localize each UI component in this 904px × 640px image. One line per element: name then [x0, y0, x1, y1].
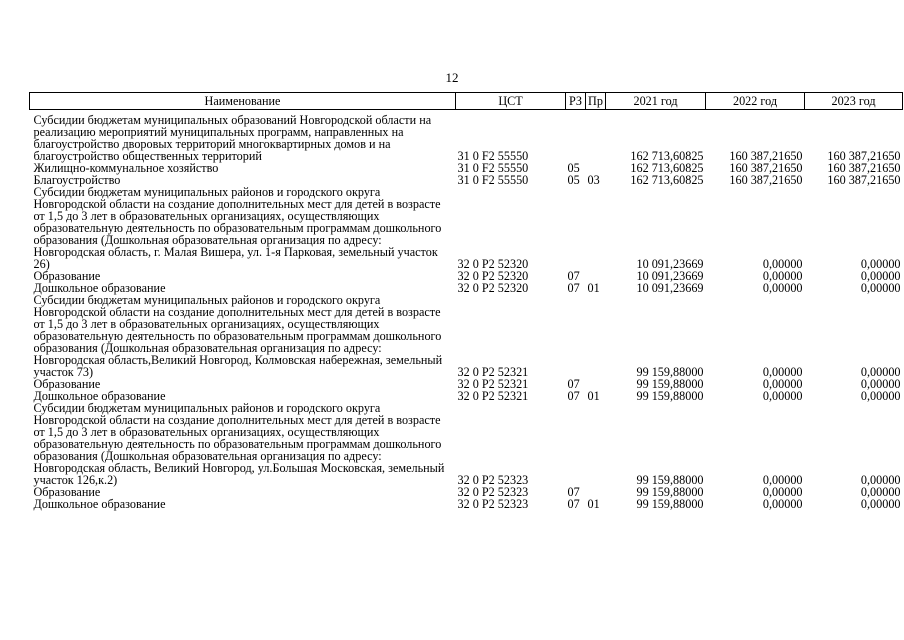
cell-2022: 0,00000: [762, 497, 803, 511]
header-2023: 2023 год: [805, 93, 903, 110]
cell-rz: [566, 294, 586, 378]
cell-2023: 160 387,21650: [827, 173, 901, 187]
cell-rz: 07: [567, 269, 580, 283]
cell-name: Субсидии бюджетам муниципальных районов и городского округа Новгородской области на создание дополнительных мест для детей в возрасте от 1,5 до 3 лет в образовательных организациях, осуществляющих образовательную деятельность по образовательным программам дошкольного образования (Дошкольная образовательная организация по адресу: Новгородская область, Великий Новгород, ул.Большая Московская, земельный участок 126,к.2): [33, 401, 445, 487]
cell-2023: 0,00000: [860, 281, 901, 295]
cell-rz: 07: [567, 389, 580, 403]
table-row: [30, 186, 903, 270]
cell-2023: 0,00000: [860, 377, 901, 391]
cell-rz: [566, 186, 586, 270]
cell-cst: 32 0 P2 52321: [457, 377, 529, 391]
cell-cst: 32 0 P2 52323: [457, 485, 529, 499]
cell-2023: 0,00000: [860, 485, 901, 499]
cell-2021: 10 091,23669: [636, 269, 704, 283]
cell-2021: 99 159,88000: [636, 497, 704, 511]
cell-pr: 03: [587, 173, 600, 187]
cell-rz: [566, 114, 586, 162]
cell-pr: [586, 114, 606, 162]
cell-cst: 31 0 F2 55550: [457, 149, 529, 163]
cell-2022: 0,00000: [762, 473, 803, 487]
cell-rz: [566, 402, 586, 486]
cell-2022: 0,00000: [762, 281, 803, 295]
cell-2023: 0,00000: [860, 497, 901, 511]
cell-name: Дошкольное образование: [33, 497, 166, 511]
cell-rz: 07: [567, 497, 580, 511]
cell-2021: 10 091,23669: [636, 281, 704, 295]
cell-name: Образование: [33, 377, 101, 391]
cell-name: Дошкольное образование: [33, 281, 166, 295]
cell-pr: [586, 402, 606, 486]
header-pr: Пр: [586, 93, 606, 110]
header-cst: ЦСТ: [456, 93, 566, 110]
cell-2021: 99 159,88000: [636, 485, 704, 499]
cell-2023: 0,00000: [860, 269, 901, 283]
budget-table: [29, 92, 903, 510]
cell-2022: 0,00000: [762, 257, 803, 271]
cell-2022: 0,00000: [762, 485, 803, 499]
cell-pr: [586, 186, 606, 270]
cell-name: Субсидии бюджетам муниципальных районов и городского округа Новгородской области на создание дополнительных мест для детей в возрасте от 1,5 до 3 лет в образовательных организациях, осуществляющих образовательную деятельность по образовательным программам дошкольного образования (Дошкольная образовательная организация по адресу: Новгородская область,Великий Новгород, Колмовская набережная, земельный участок 73): [33, 293, 443, 379]
table-row: [30, 402, 903, 486]
cell-cst: 32 0 P2 52321: [457, 389, 529, 403]
cell-2022: 0,00000: [762, 389, 803, 403]
cell-name: Дошкольное образование: [33, 389, 166, 403]
cell-2023: 160 387,21650: [827, 149, 901, 163]
header-name: Наименование: [30, 93, 456, 110]
cell-name: Образование: [33, 269, 101, 283]
cell-2021: 162 713,60825: [630, 149, 704, 163]
cell-2023: 0,00000: [860, 389, 901, 403]
cell-2022: 0,00000: [762, 377, 803, 391]
cell-rz: 05: [567, 173, 580, 187]
cell-2022: 160 387,21650: [729, 161, 803, 175]
cell-2021: 99 159,88000: [636, 365, 704, 379]
cell-2022: 160 387,21650: [729, 149, 803, 163]
cell-rz: 07: [567, 281, 580, 295]
cell-cst: 32 0 P2 52320: [457, 281, 529, 295]
cell-cst: 32 0 P2 52321: [457, 365, 529, 379]
header-2022: 2022 год: [706, 93, 805, 110]
cell-2022: 0,00000: [762, 269, 803, 283]
cell-2021: 99 159,88000: [636, 389, 704, 403]
cell-2023: 0,00000: [860, 473, 901, 487]
cell-2022: 0,00000: [762, 365, 803, 379]
cell-pr: 01: [587, 497, 600, 511]
cell-rz: 07: [567, 377, 580, 391]
header-2021: 2021 год: [606, 93, 706, 110]
table-header-row: [30, 93, 903, 110]
cell-2023: 160 387,21650: [827, 161, 901, 175]
table-row: [30, 498, 903, 510]
table-row: [30, 114, 903, 162]
header-rz: РЗ: [566, 93, 586, 110]
cell-cst: 31 0 F2 55550: [457, 161, 529, 175]
cell-name: Жилищно-коммунальное хозяйство: [33, 161, 219, 175]
cell-rz: 05: [567, 161, 580, 175]
cell-name: Образование: [33, 485, 101, 499]
cell-2021: 162 713,60825: [630, 173, 704, 187]
cell-cst: 32 0 P2 52320: [457, 269, 529, 283]
cell-2021: 99 159,88000: [636, 473, 704, 487]
cell-cst: 32 0 P2 52323: [457, 473, 529, 487]
cell-cst: 31 0 F2 55550: [457, 173, 529, 187]
cell-cst: 32 0 P2 52323: [457, 497, 529, 511]
cell-name: Благоустройство: [33, 173, 121, 187]
cell-2021: 10 091,23669: [636, 257, 704, 271]
cell-2023: 0,00000: [860, 257, 901, 271]
cell-name: Субсидии бюджетам муниципальных образований Новгородской области на реализацию мероприятий муниципальных программ, направленных на благоустройство дворовых территорий многоквартирных домов и на благоустройство общественных территорий: [33, 113, 432, 163]
cell-2022: 160 387,21650: [729, 173, 803, 187]
cell-2021: 162 713,60825: [630, 161, 704, 175]
cell-cst: 32 0 P2 52320: [457, 257, 529, 271]
cell-pr: 01: [587, 389, 600, 403]
cell-name: Субсидии бюджетам муниципальных районов и городского округа Новгородской области на создание дополнительных мест для детей в возрасте от 1,5 до 3 лет в образовательных организациях, осуществляющих образовательную деятельность по образовательным программам дошкольного образования (Дошкольная образовательная организация по адресу: Новгородская область, г. Малая Вишера, ул. 1-я Парковая, земельный участок 26): [33, 185, 442, 271]
cell-pr: 01: [587, 281, 600, 295]
cell-2023: 0,00000: [860, 365, 901, 379]
cell-rz: 07: [567, 485, 580, 499]
cell-2021: 99 159,88000: [636, 377, 704, 391]
page-number: 12: [445, 70, 459, 85]
cell-pr: [586, 294, 606, 378]
table-row: [30, 294, 903, 378]
